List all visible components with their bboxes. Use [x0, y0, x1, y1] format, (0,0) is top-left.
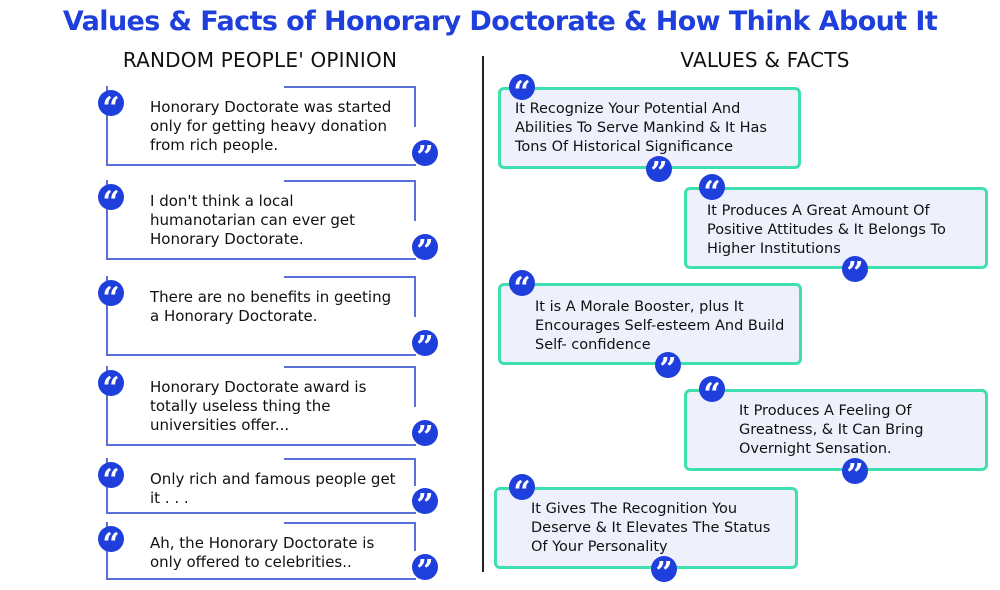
- quote-open-icon: “: [699, 376, 725, 402]
- fact-card-3: [498, 271, 802, 378]
- opinion-text-5: Only rich and famous people get it . . .: [150, 470, 396, 507]
- opinion-card-1: [102, 86, 434, 166]
- quote-open-icon: “: [98, 370, 124, 396]
- quote-close-icon: ”: [412, 234, 438, 260]
- quote-open-icon: “: [699, 174, 725, 200]
- fact-text-5: It Gives The Recognition You Deserve & It Elevates The Status Of Your Personality: [531, 501, 771, 555]
- column-divider: [482, 56, 484, 572]
- opinion-card-5: [102, 458, 434, 514]
- fact-text-1: It Recognize Your Potential And Abilities To Serve Mankind & It Has Tons Of Historical Significance: [515, 101, 767, 155]
- quote-open-icon: “: [98, 184, 124, 210]
- opinion-card-2: [102, 180, 434, 260]
- fact-text-2: It Produces A Great Amount Of Positive Attitudes & It Belongs To Higher Institutions: [707, 203, 946, 257]
- quote-close-icon: ”: [412, 140, 438, 166]
- quote-close-icon: ”: [842, 458, 868, 484]
- quote-open-icon: “: [98, 90, 124, 116]
- quote-open-icon: “: [98, 462, 124, 488]
- opinion-text-3: There are no benefits in geeting a Honorary Doctorate.: [150, 288, 392, 325]
- opinion-card-3: [102, 276, 434, 356]
- quote-close-icon: ”: [646, 156, 672, 182]
- quote-open-icon: “: [98, 526, 124, 552]
- quote-close-icon: ”: [412, 330, 438, 356]
- quote-close-icon: ”: [412, 554, 438, 580]
- quote-open-icon: “: [509, 474, 535, 500]
- quote-close-icon: ”: [412, 420, 438, 446]
- opinion-card-6: [102, 522, 434, 580]
- fact-card-5: [494, 475, 798, 582]
- quote-open-icon: “: [98, 280, 124, 306]
- quote-open-icon: “: [509, 270, 535, 296]
- fact-card-4: [684, 377, 988, 484]
- opinion-text-1: Honorary Doctorate was started only for getting heavy donation from rich people.: [150, 98, 392, 154]
- quote-close-icon: ”: [412, 488, 438, 514]
- opinion-text-6: Ah, the Honorary Doctorate is only offered to celebrities..: [150, 534, 375, 571]
- fact-text-3: It is A Morale Booster, plus It Encourages Self-esteem And Build Self- confidence: [535, 299, 785, 353]
- opinion-text-4: Honorary Doctorate award is totally useless thing the universities offer...: [150, 378, 367, 434]
- quote-open-icon: “: [509, 74, 535, 100]
- fact-card-2: [684, 175, 988, 282]
- fact-card-1: [498, 75, 801, 182]
- quote-close-icon: ”: [651, 556, 677, 582]
- page-title: Values & Facts of Honorary Doctorate & How Think About It: [62, 6, 938, 37]
- quote-close-icon: ”: [655, 352, 681, 378]
- opinion-heading: RANDOM PEOPLE' OPINION: [122, 48, 398, 72]
- fact-text-4: It Produces A Feeling Of Greatness, & It Can Bring Overnight Sensation.: [739, 403, 924, 457]
- facts-heading: VALUES & FACTS: [680, 48, 850, 72]
- quote-close-icon: ”: [842, 256, 868, 282]
- opinion-text-2: I don't think a local humanotarian can ever get Honorary Doctorate.: [150, 192, 355, 248]
- opinion-card-4: [102, 366, 434, 446]
